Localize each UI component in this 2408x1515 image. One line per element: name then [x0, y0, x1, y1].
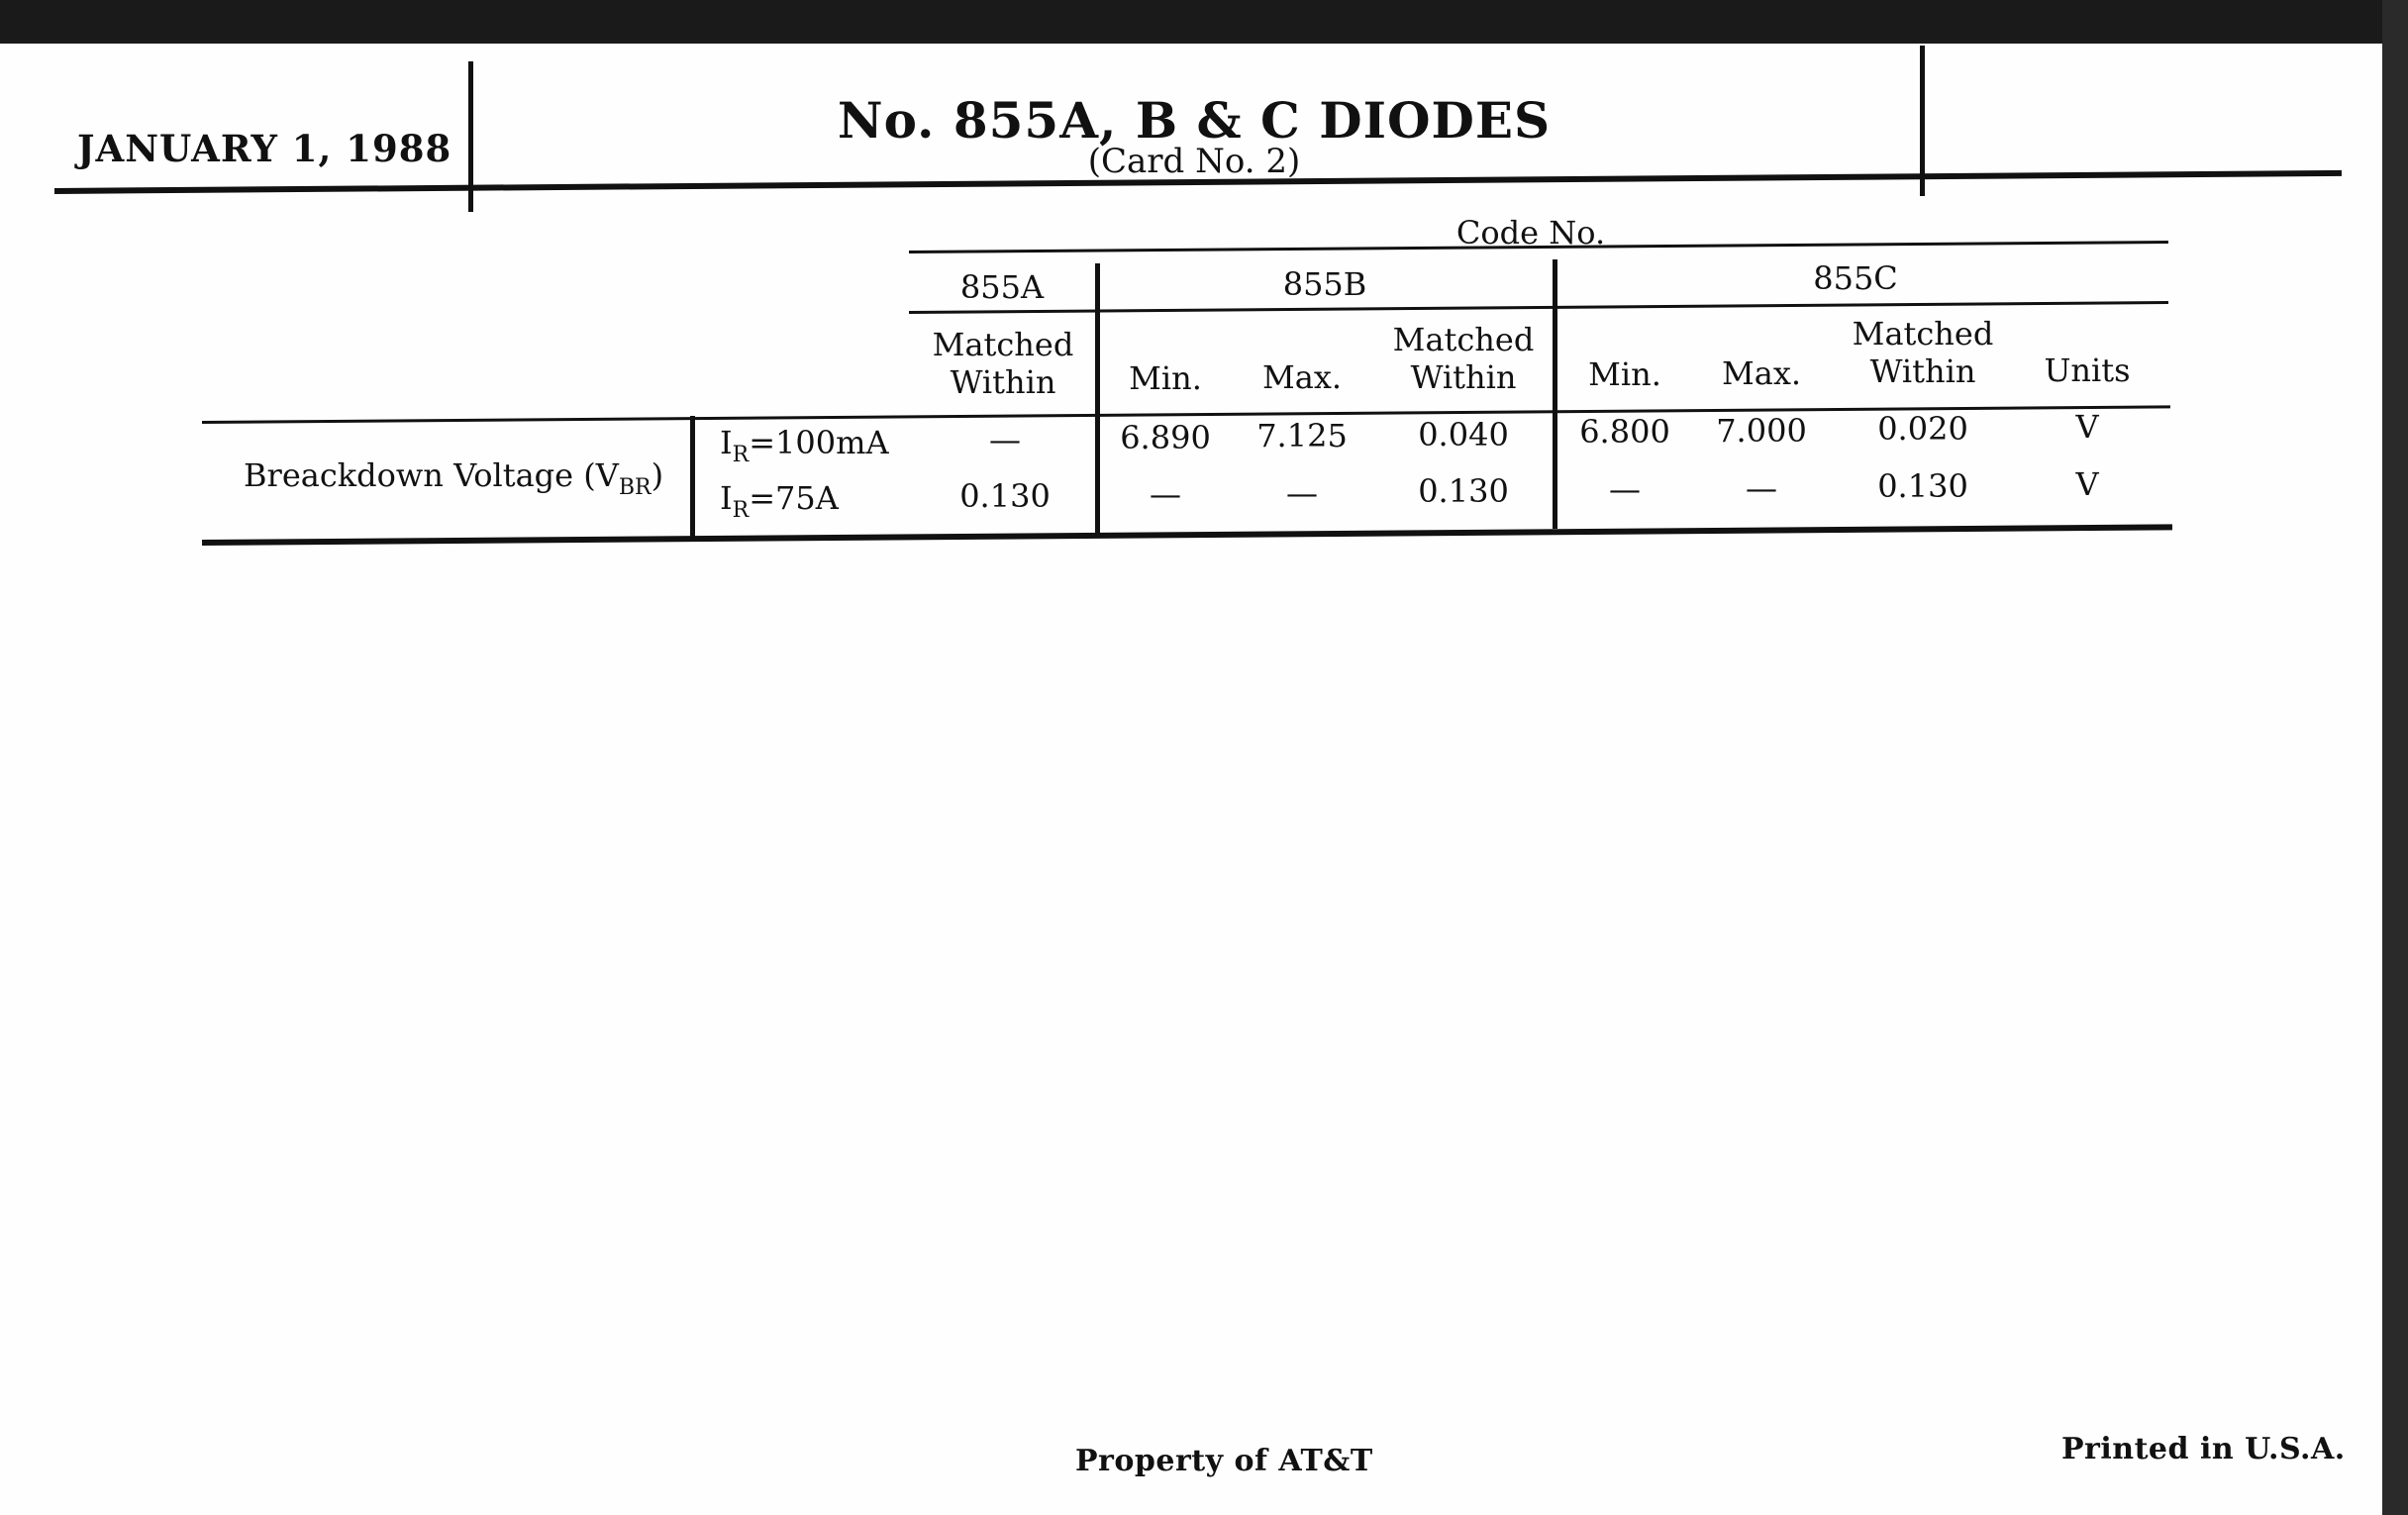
code-no-label: Code No. [1455, 214, 1606, 252]
code-855c: 855C [1813, 259, 1898, 297]
b-min-cell: 6.890 [1120, 419, 1211, 456]
printed-notice: Printed in U.S.A. [2061, 1432, 2346, 1466]
card-subtitle: (Card No. 2) [1087, 142, 1301, 181]
c-matched-cell: 0.130 [1877, 467, 1968, 505]
condition-prefix: I [720, 424, 733, 461]
c-min-cell: — [1609, 470, 1641, 508]
units-cell: V [2075, 408, 2099, 446]
code-855b: 855B [1282, 265, 1367, 303]
c-min-header: Min. [1588, 355, 1661, 393]
parameter-label [244, 456, 663, 507]
property-notice: Property of AT&T [1075, 1444, 1373, 1478]
c-min-cell: 6.800 [1579, 413, 1670, 451]
c-max-cell: 7.000 [1716, 412, 1807, 450]
c-matched-cell: 0.020 [1877, 410, 1968, 448]
c-matched-header-line2: Within [1869, 353, 1976, 390]
condition-suffix: =75A [749, 479, 839, 517]
parameter-subscript: BR [618, 475, 652, 500]
code-855a: 855A [959, 268, 1045, 306]
scan-edge [2382, 0, 2408, 1515]
condition-subscript: R [732, 443, 750, 467]
condition-cell [720, 424, 889, 474]
parameter-close: ) [651, 456, 664, 494]
b-c-divider [1553, 259, 1557, 529]
condition-cell [720, 479, 839, 530]
card-title: No. 855A, B & C DIODES [837, 91, 1552, 150]
b-matched-header-line2: Within [1410, 358, 1517, 396]
b-max-cell: — [1286, 474, 1318, 512]
a-matched-cell: — [989, 421, 1021, 458]
a-b-divider [1095, 263, 1100, 533]
a-matched-header-line2: Within [950, 363, 1056, 401]
condition-prefix: I [720, 479, 733, 517]
a-matched-header-line1: Matched [932, 326, 1074, 363]
b-max-header: Max. [1261, 358, 1343, 396]
b-min-header: Min. [1129, 359, 1202, 397]
c-matched-header-line1: Matched [1852, 315, 1994, 353]
c-max-cell: — [1746, 469, 1777, 507]
c-max-header: Max. [1721, 354, 1802, 392]
b-max-cell: 7.125 [1256, 417, 1348, 454]
condition-suffix: =100mA [749, 424, 889, 461]
b-matched-header-line1: Matched [1392, 321, 1535, 358]
units-header: Units [2044, 352, 2131, 389]
parameter-text: Breackdown Voltage (V [244, 456, 619, 494]
b-matched-cell: 0.040 [1418, 416, 1509, 454]
param-divider [690, 416, 695, 540]
a-matched-cell: 0.130 [959, 477, 1051, 515]
condition-subscript: R [732, 498, 750, 523]
b-matched-cell: 0.130 [1418, 472, 1509, 510]
b-min-cell: — [1150, 475, 1181, 513]
card-date: JANUARY 1, 1988 [77, 127, 452, 170]
document-card [0, 44, 2382, 1515]
units-cell: V [2075, 465, 2099, 503]
